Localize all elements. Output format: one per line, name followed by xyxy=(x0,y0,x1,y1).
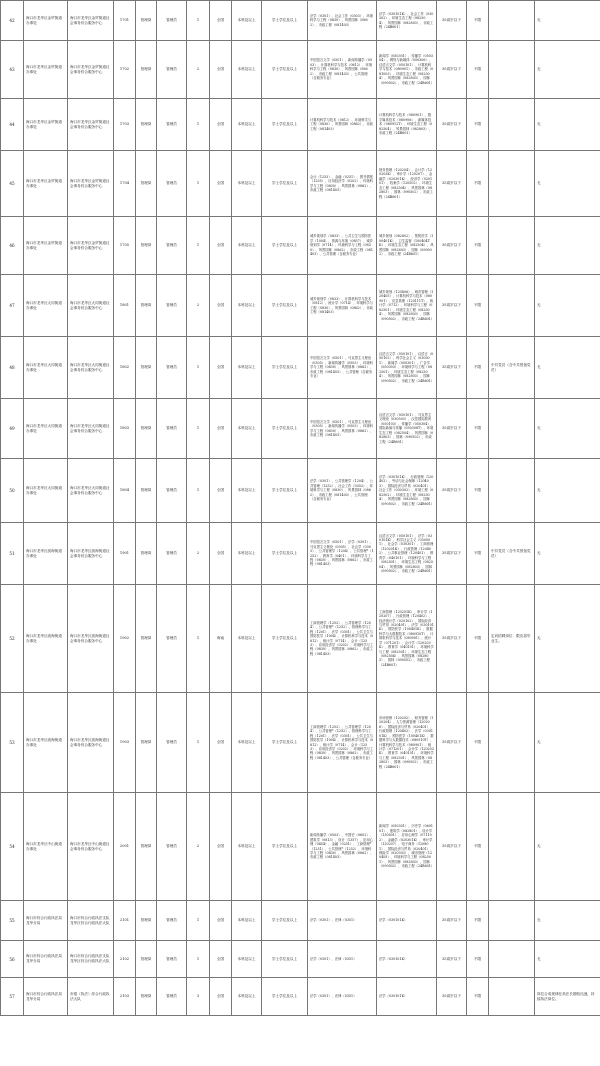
education-requirement-cell: 本科及以上 xyxy=(232,337,262,399)
recruit-count-cell: 2 xyxy=(187,275,210,337)
position-note-cell xyxy=(489,941,535,978)
degree-requirement-cell: 学士学位及以上 xyxy=(262,978,308,1016)
department-cell: 海口市龙华区大同街道办事处 xyxy=(24,399,68,459)
position-note-cell xyxy=(489,41,535,99)
position-category-cell: 管理岗 xyxy=(136,941,157,978)
recruit-scope-cell: 全国 xyxy=(210,523,232,585)
undergraduate-majors-cell: 工商管理学（1202）、公共管理学（1204）、公共管理*（1252）、管理科学与工程（1201）、法学（0301）、公共卫生与预防医学（1004）、计算机科学与技术（0812）、统计学（0714）、会计（1253）、应用经济学（0202）、环境科学与工程（0830）、风景园林（0862）、市政工程（081403） xyxy=(308,585,377,693)
age-requirement-cell: 35周岁以下 xyxy=(437,523,467,585)
education-requirement-cell: 本科及以上 xyxy=(232,1,262,41)
undergraduate-majors-cell: 城乡规划学（0833）、公共卫生与预防医学（1004）、资源与环境（0857）、城乡规划学（0714）、环境科学与工程（0830）、风景园林（0862）、市政工程（081403）、公共管理（含税务专业） xyxy=(308,217,377,275)
position-name-cell: 管理员 xyxy=(157,901,187,941)
table-row xyxy=(1,275,600,337)
remark-cell: 无 xyxy=(535,399,600,459)
other-requirement-cell: 不限 xyxy=(467,585,489,693)
other-requirement-cell: 不限 xyxy=(467,99,489,151)
position-category-cell: 管理岗 xyxy=(136,275,157,337)
position-name-cell: 管理员 xyxy=(157,1,187,41)
position-code-cell: 2102 xyxy=(114,941,136,978)
position-category-cell: 管理岗 xyxy=(136,41,157,99)
education-requirement-cell: 本科及以上 xyxy=(232,217,262,275)
position-code-cell: 1703 xyxy=(114,99,136,151)
other-requirement-cell: 不限 xyxy=(467,151,489,217)
education-requirement-cell: 本科及以上 xyxy=(232,151,262,217)
postgraduate-majors-cell: 汉语言文学（050101）、汉语言（050102）、科学社会主义（030501）、新闻学（050301）、广告学（050303）、环境科学与工程（082501）、环境生态工程（082504）、风景园林（082803）、园林（090502）、市政工程（24B601） xyxy=(377,337,437,399)
position-code-cell: 1704 xyxy=(114,151,136,217)
position-name-cell: 管理员 xyxy=(157,693,187,793)
department-cell: 海口市龙华区滨海街道办事处 xyxy=(24,523,68,585)
position-name-cell: 管理员 xyxy=(157,523,187,585)
employer-unit-cell: 海口市龙华区大同街道社会事务综合服务中心 xyxy=(68,337,114,399)
position-note-cell xyxy=(489,793,535,901)
recruit-count-cell: 3 xyxy=(187,978,210,1016)
row-number-cell: 48 xyxy=(1,337,24,399)
age-requirement-cell: 35周岁以下 xyxy=(437,399,467,459)
age-requirement-cell: 35周岁以下 xyxy=(437,1,467,41)
position-code-cell: 1903 xyxy=(114,693,136,793)
education-requirement-cell: 本科及以上 xyxy=(232,585,262,693)
table-row xyxy=(1,901,600,941)
position-name-cell: 管理员 xyxy=(157,337,187,399)
row-number-cell: 44 xyxy=(1,99,24,151)
recruit-scope-cell: 全国 xyxy=(210,217,232,275)
department-cell: 海口市龙华区大同街道办事处 xyxy=(24,459,68,523)
undergraduate-majors-cell: 会计（1253）、金融（0251）、图书情报（1255）、应用经济学（0202）、环境科学与工程（0830）、风景园林（0862）、市政工程（081403） xyxy=(308,151,377,217)
undergraduate-majors-cell: 法学（0301）、社会工作（0303）、环境科学与工程（0830）、风景园林（0862）、市政工程（081403） xyxy=(308,1,377,41)
position-category-cell: 管理岗 xyxy=(136,693,157,793)
other-requirement-cell: 不限 xyxy=(467,901,489,941)
position-name-cell: 管理员 xyxy=(157,941,187,978)
age-requirement-cell: 35周岁以下 xyxy=(437,41,467,99)
undergraduate-majors-cell: 中国语言文学（0501）、法学（0301）、马克思主义理论（0305）、社会学（0303）、公共管理学（1204）、公共管理*（1252）、教育学（0401）、环境科学与工程（0830）、风景园林（0862）、市政工程（081403） xyxy=(308,523,377,585)
department-cell: 海口市综合行政执法局龙华分局 xyxy=(24,901,68,941)
position-category-cell: 管理岗 xyxy=(136,523,157,585)
position-name-cell: 管理员 xyxy=(157,585,187,693)
degree-requirement-cell: 学士学位及以上 xyxy=(262,337,308,399)
remark-cell: 无 xyxy=(535,793,600,901)
department-cell: 海口市龙华区大同街道办事处 xyxy=(24,337,68,399)
degree-requirement-cell: 学士学位及以上 xyxy=(262,1,308,41)
other-requirement-cell: 不限 xyxy=(467,41,489,99)
table-row xyxy=(1,399,600,459)
degree-requirement-cell: 学士学位及以上 xyxy=(262,99,308,151)
other-requirement-cell: 不限 xyxy=(467,459,489,523)
position-category-cell: 管理岗 xyxy=(136,978,157,1016)
recruit-count-cell: 1 xyxy=(187,217,210,275)
undergraduate-majors-cell: 法学（0301）、法律（0351） xyxy=(308,901,377,941)
undergraduate-majors-cell: 法学（0301）、法律（0351） xyxy=(308,978,377,1016)
age-requirement-cell: 35周岁以下 xyxy=(437,585,467,693)
table-row xyxy=(1,459,600,523)
recruit-count-cell: 2 xyxy=(187,523,210,585)
other-requirement-cell: 不限 xyxy=(467,1,489,41)
position-note-cell xyxy=(489,901,535,941)
postgraduate-majors-cell: 计算机科学与技术（080901）、数字媒体技术（080906）、新媒体技术（080912T）、环境生态工程（082504）、风景园林（082803）、市政工程（24B601） xyxy=(377,99,437,151)
position-code-cell: 1702 xyxy=(114,41,136,99)
other-requirement-cell: 不限 xyxy=(467,978,489,1016)
position-note-cell xyxy=(489,275,535,337)
row-number-cell: 50 xyxy=(1,459,24,523)
recruit-scope-cell: 全国 xyxy=(210,978,232,1016)
position-name-cell: 管理员 xyxy=(157,399,187,459)
recruit-count-cell: 1 xyxy=(187,1,210,41)
position-category-cell: 管理岗 xyxy=(136,99,157,151)
remark-cell: 无 xyxy=(535,41,600,99)
recruit-count-cell: 2 xyxy=(187,41,210,99)
position-category-cell: 管理岗 xyxy=(136,585,157,693)
recruit-count-cell: 1 xyxy=(187,151,210,217)
postgraduate-majors-cell: 工商管理（120201K）、审计学（120207）、行政管理（120402）、经济统计学（020102）、国际经济与贸易（020401）、法学（030101K）、预防医学（100401K）、数据科学与大数据技术（080910T）、计算机科学与技术（080901）、统计学（071201）、会计学（120203K）、教育学（040101）、环境科学与工程（082501）、环境生态工程（082504）、风景园林（082803）、园林（090502）、市政工程（24B601） xyxy=(377,585,437,693)
recruit-scope-cell: 全国 xyxy=(210,1,232,41)
undergraduate-majors-cell: 工商管理学（1202）、公共管理学（1204）、公共管理*（1252）、管理科学与工程（1201）、法学（0301）、公共卫生与预防医学（1004）、计算机科学与技术（0812）、统计学（0714）、会计（1253）、应用经济学（0202）、环境科学与工程（0830）、风景园林（0862）、市政工程（081403）、公共管理（含税务专业） xyxy=(308,693,377,793)
remark-cell: 无 xyxy=(535,693,600,793)
recruit-scope-cell: 海南 xyxy=(210,585,232,693)
row-number-cell: 56 xyxy=(1,941,24,978)
position-note-cell: 中共党员（含中共预备党员） xyxy=(489,523,535,585)
recruit-scope-cell: 全国 xyxy=(210,275,232,337)
position-category-cell: 管理岗 xyxy=(136,459,157,523)
table-row xyxy=(1,585,600,693)
recruit-scope-cell: 全国 xyxy=(210,337,232,399)
position-note-cell xyxy=(489,978,535,1016)
row-number-cell: 42 xyxy=(1,1,24,41)
education-requirement-cell: 本科及以上 xyxy=(232,399,262,459)
position-code-cell: 2103 xyxy=(114,978,136,1016)
row-number-cell: 51 xyxy=(1,523,24,585)
position-code-cell: 1804 xyxy=(114,459,136,523)
position-note-cell xyxy=(489,1,535,41)
postgraduate-majors-cell: 汉语言文学（050101）、法学（030101K）、科学社会主义（030501）、社会学（030301）、工商管理（120201K）、行政管理（120402）、公共事业管理（120401）、教育学（040101）、环境科学与工程（082501）、环境生态工程（082504）、风景园林（082803）、园林（090502）、市政工程（24B601） xyxy=(377,523,437,585)
recruit-scope-cell: 全国 xyxy=(210,941,232,978)
position-name-cell: 管理员 xyxy=(157,978,187,1016)
degree-requirement-cell: 学士学位及以上 xyxy=(262,459,308,523)
employer-unit-cell: 市级（执法）综合行政执法大队 xyxy=(68,978,114,1016)
education-requirement-cell: 本科及以上 xyxy=(232,793,262,901)
recruit-count-cell: 1 xyxy=(187,99,210,151)
recruit-scope-cell: 全国 xyxy=(210,399,232,459)
education-requirement-cell: 本科及以上 xyxy=(232,275,262,337)
other-requirement-cell: 不限 xyxy=(467,793,489,901)
postgraduate-majors-cell: 市场营销（120202）、财务管理（120204）、人力资源管理（120206）、国际经济与贸易（020401）、行政管理（120402）、法学（030101K）、预防医学（100401K）、数据科学与大数据技术（080910T）、计算机科学与技术（080901）、统计学（071201）、会计学（120203K）、教育学（040101）、环境科学与工程（082501）、风景园林（082803）、园林（090502）、市政工程（24B601） xyxy=(377,693,437,793)
degree-requirement-cell: 学士学位及以上 xyxy=(262,41,308,99)
education-requirement-cell: 本科及以上 xyxy=(232,941,262,978)
education-requirement-cell: 本科及以上 xyxy=(232,99,262,151)
postgraduate-majors-cell: 新闻学（050301）、传播学（050304）、网络与新媒体（050306）、汉语言文学（050101）、计算机科学与技术（080901）、市政工程（081003）、环境生态工程（082504）、风景园林（082803）、园林（090502）、市政工程（24B601） xyxy=(377,41,437,99)
employer-unit-cell: 海口市龙华区大同街道社会事务综合服务中心 xyxy=(68,459,114,523)
employer-unit-cell: 海口市龙华区金贸街道社会事务综合服务中心 xyxy=(68,1,114,41)
recruit-count-cell: 1 xyxy=(187,585,210,693)
age-requirement-cell: 35周岁以下 xyxy=(437,151,467,217)
remark-cell: 无 xyxy=(535,217,600,275)
degree-requirement-cell: 学士学位及以上 xyxy=(262,793,308,901)
position-note-cell: 定向招聘岗位：限应届毕业生。 xyxy=(489,585,535,693)
other-requirement-cell: 不限 xyxy=(467,399,489,459)
position-code-cell: 1801 xyxy=(114,275,136,337)
degree-requirement-cell: 学士学位及以上 xyxy=(262,399,308,459)
position-code-cell: 1901 xyxy=(114,523,136,585)
position-name-cell: 管理员 xyxy=(157,459,187,523)
employer-unit-cell: 海口市龙华区滨海街道社会事务综合服务中心 xyxy=(68,585,114,693)
row-number-cell: 45 xyxy=(1,151,24,217)
employer-unit-cell: 海口市综合行政执法支队龙华区综合行政执法大队 xyxy=(68,901,114,941)
employer-unit-cell: 海口市龙华区大同街道社会事务综合服务中心 xyxy=(68,399,114,459)
employer-unit-cell: 海口市龙华区金贸街道社会事务综合服务中心 xyxy=(68,151,114,217)
education-requirement-cell: 本科及以上 xyxy=(232,459,262,523)
degree-requirement-cell: 学士学位及以上 xyxy=(262,523,308,585)
age-requirement-cell: 35周岁以下 xyxy=(437,901,467,941)
remark-cell: 无 xyxy=(535,151,600,217)
age-requirement-cell: 35周岁以下 xyxy=(437,693,467,793)
recruit-scope-cell: 全国 xyxy=(210,41,232,99)
employer-unit-cell: 海口市龙华区滨海街道社会事务综合服务中心 xyxy=(68,693,114,793)
recruit-count-cell: 1 xyxy=(187,337,210,399)
position-note-cell xyxy=(489,399,535,459)
table-row xyxy=(1,99,600,151)
undergraduate-majors-cell: 计算机科学与技术（0812）、环境科学与工程（0830）、风景园林（0862）、市政工程（081403） xyxy=(308,99,377,151)
table-row xyxy=(1,978,600,1016)
education-requirement-cell: 本科及以上 xyxy=(232,901,262,941)
position-note-cell: 中共党员（含中共预备党员） xyxy=(489,337,535,399)
row-number-cell: 49 xyxy=(1,399,24,459)
position-code-cell: 1705 xyxy=(114,217,136,275)
recruit-scope-cell: 全国 xyxy=(210,901,232,941)
employer-unit-cell: 海口市龙华区滨海街道社会事务综合服务中心 xyxy=(68,523,114,585)
other-requirement-cell: 不限 xyxy=(467,337,489,399)
position-note-cell xyxy=(489,151,535,217)
postgraduate-majors-cell: 新闻学（050301）、历史学（060101）、建筑学（082801）、设计学（130501）、应用心理学（071102）、金融学（020301K）、审计学（120207）、电子商务（120801）、国际经济与贸易（020401）、保险学（020303）、城市管理（120405）、环境科学与工程（082501）、风景园林（082803）、园林（090502）、市政工程（24B601） xyxy=(377,793,437,901)
position-code-cell: 2001 xyxy=(114,793,136,901)
position-note-cell xyxy=(489,693,535,793)
remark-cell: 无 xyxy=(535,901,600,941)
age-requirement-cell: 35周岁以下 xyxy=(437,217,467,275)
row-number-cell: 53 xyxy=(1,693,24,793)
recruit-scope-cell: 全国 xyxy=(210,151,232,217)
table-row xyxy=(1,941,600,978)
table-row xyxy=(1,793,600,901)
remark-cell: 无 xyxy=(535,585,600,693)
position-category-cell: 管理岗 xyxy=(136,217,157,275)
recruit-scope-cell: 全国 xyxy=(210,793,232,901)
department-cell: 海口市龙华区中山街道办事处 xyxy=(24,793,68,901)
degree-requirement-cell: 学士学位及以上 xyxy=(262,217,308,275)
remark-cell: 岗位合成规律在高在长期较迅速，持续执法岗位。 xyxy=(535,978,600,1016)
undergraduate-majors-cell: 法学（0301）、公共管理学（1204）、公共管理（1252）、社会工作（0352）、环境科学与工程（0830）、风景园林（0862）、市政工程（081403）、公共管理（含税务专业） xyxy=(308,459,377,523)
recruit-count-cell: 1 xyxy=(187,901,210,941)
department-cell: 海口市龙华区金贸街道办事处 xyxy=(24,99,68,151)
other-requirement-cell: 不限 xyxy=(467,275,489,337)
department-cell: 海口市龙华区滨海街道办事处 xyxy=(24,693,68,793)
recruit-count-cell: 1 xyxy=(187,399,210,459)
position-note-cell xyxy=(489,217,535,275)
table-row xyxy=(1,217,600,275)
position-note-cell xyxy=(489,99,535,151)
undergraduate-majors-cell: 中国语言文学（0501）、马克思主义理论（0305）、新闻传播学（0503）、环境科学与工程（0830）、风景园林（0862）、市政工程（081403） xyxy=(308,399,377,459)
undergraduate-majors-cell: 法学（0301）、法律（0351） xyxy=(308,941,377,978)
postgraduate-majors-cell: 法学（030101K） xyxy=(377,978,437,1016)
age-requirement-cell: 35周岁以下 xyxy=(437,459,467,523)
position-note-cell xyxy=(489,459,535,523)
postgraduate-majors-cell: 汉语言文学（050101）、马克思主义理论（030503）、汉语国际教育（050103）、传播学（050304）、国际新闻与传播（050308T）、环境生态工程（082504）、风景园林（082803）、园林（090502）、市政工程（24B601） xyxy=(377,399,437,459)
position-name-cell: 管理员 xyxy=(157,99,187,151)
degree-requirement-cell: 学士学位及以上 xyxy=(262,901,308,941)
position-code-cell: 1802 xyxy=(114,337,136,399)
degree-requirement-cell: 学士学位及以上 xyxy=(262,693,308,793)
degree-requirement-cell: 学士学位及以上 xyxy=(262,275,308,337)
position-category-cell: 管理岗 xyxy=(136,793,157,901)
row-number-cell: 55 xyxy=(1,901,24,941)
postgraduate-majors-cell: 法学（030101K）、社会工作（030302）、环境生态工程（082504）、风景园林（082803）、市政工程（24B601） xyxy=(377,1,437,41)
position-code-cell: 1902 xyxy=(114,585,136,693)
remark-cell: 无 xyxy=(535,1,600,41)
undergraduate-majors-cell: 新闻传播学（0503）、中国史（0602）、建筑学（0813）、设计（1357）、应用心理（0454）、金融（0251）、工商管理*（1251）、公共管理*（1252）、环境科学与工程（0830）、风景园林（0862）、市政工程（081403） xyxy=(308,793,377,901)
remark-cell: 无 xyxy=(535,941,600,978)
recruit-count-cell: 1 xyxy=(187,941,210,978)
postgraduate-majors-cell: 法学（030101K）、行政管理（120402）、劳动与社会保障（120403）、国际经济与贸易（020401）、社会工作（030302）、环境工程（082502）、环境生态工程（082504）、风景园林（082803）、园林（090502）、市政工程（24B601） xyxy=(377,459,437,523)
department-cell: 海口市龙华区金贸街道办事处 xyxy=(24,217,68,275)
department-cell: 海口市综合行政执法局龙华分局 xyxy=(24,941,68,978)
table-row xyxy=(1,151,600,217)
row-number-cell: 46 xyxy=(1,217,24,275)
department-cell: 海口市龙华区金贸街道办事处 xyxy=(24,1,68,41)
row-number-cell: 47 xyxy=(1,275,24,337)
postgraduate-majors-cell: 法学（030101K） xyxy=(377,941,437,978)
table-row xyxy=(1,693,600,793)
recruit-count-cell: 1 xyxy=(187,459,210,523)
department-cell: 海口市综合行政执法局龙华分局 xyxy=(24,978,68,1016)
education-requirement-cell: 本科及以上 xyxy=(232,978,262,1016)
table-row xyxy=(1,337,600,399)
employer-unit-cell: 海口市龙华区金贸街道社会事务综合服务中心 xyxy=(68,99,114,151)
employer-unit-cell: 海口市龙华区中山街道社会事务综合服务中心 xyxy=(68,793,114,901)
position-name-cell: 管理员 xyxy=(157,41,187,99)
department-cell: 海口市龙华区金贸街道办事处 xyxy=(24,151,68,217)
row-number-cell: 52 xyxy=(1,585,24,693)
education-requirement-cell: 本科及以上 xyxy=(232,693,262,793)
position-category-cell: 管理岗 xyxy=(136,337,157,399)
postgraduate-majors-cell: 财务管理（120204）、会计学（120203K）、审计学（120207）、金融学（020301K）、经济学（020101）、档案学（120502）、环境生态工程（082504）、风景园林（082803）、园林（090502）、市政工程（24B601） xyxy=(377,151,437,217)
row-number-cell: 54 xyxy=(1,793,24,901)
undergraduate-majors-cell: 中国语言文学（0501）、马克思主义理论（0305）、新闻传播学（0503）、环境科学与工程（0830）、风景园林（0862）、市政工程（081403）、公共管理（含税务专业） xyxy=(308,337,377,399)
department-cell: 海口市龙华区滨海街道办事处 xyxy=(24,585,68,693)
education-requirement-cell: 本科及以上 xyxy=(232,523,262,585)
remark-cell: 无 xyxy=(535,523,600,585)
age-requirement-cell: 35周岁以下 xyxy=(437,978,467,1016)
recruit-scope-cell: 全国 xyxy=(210,693,232,793)
row-number-cell: 43 xyxy=(1,41,24,99)
remark-cell: 无 xyxy=(535,459,600,523)
age-requirement-cell: 35周岁以下 xyxy=(437,337,467,399)
other-requirement-cell: 不限 xyxy=(467,523,489,585)
row-number-cell: 57 xyxy=(1,978,24,1016)
recruit-count-cell: 2 xyxy=(187,793,210,901)
undergraduate-majors-cell: 城乡规划学（0833）、计算机科学与技术（0812）、统计学（0714）、环境科学与工程（0830）、风景园林（0862）、市政工程（081403） xyxy=(308,275,377,337)
department-cell: 海口市龙华区大同街道办事处 xyxy=(24,275,68,337)
age-requirement-cell: 35周岁以下 xyxy=(437,941,467,978)
employer-unit-cell: 海口市龙华区金贸街道社会事务综合服务中心 xyxy=(68,41,114,99)
remark-cell: 无 xyxy=(535,275,600,337)
degree-requirement-cell: 学士学位及以上 xyxy=(262,151,308,217)
age-requirement-cell: 35周岁以下 xyxy=(437,99,467,151)
position-code-cell: 1803 xyxy=(114,399,136,459)
position-name-cell: 管理员 xyxy=(157,275,187,337)
postgraduate-majors-cell: 城乡规划（082802）、预防医学（100401K）、卫生监督（100404TK）、环境生态工程（082504）、风景园林（082803）、园林（090502）、市政工程（24B601） xyxy=(377,217,437,275)
table-row xyxy=(1,41,600,99)
recruit-scope-cell: 全国 xyxy=(210,99,232,151)
employer-unit-cell: 海口市综合行政执法支队龙华区综合行政执法大队 xyxy=(68,941,114,978)
position-name-cell: 管理员 xyxy=(157,217,187,275)
education-requirement-cell: 本科及以上 xyxy=(232,41,262,99)
other-requirement-cell: 不限 xyxy=(467,217,489,275)
employer-unit-cell: 海口市龙华区大同街道社会事务综合服务中心 xyxy=(68,275,114,337)
table-body xyxy=(1,1,600,1016)
remark-cell: 无 xyxy=(535,337,600,399)
position-category-cell: 管理岗 xyxy=(136,901,157,941)
position-code-cell: 2101 xyxy=(114,901,136,941)
age-requirement-cell: 35周岁以下 xyxy=(437,275,467,337)
department-cell: 海口市龙华区金贸街道办事处 xyxy=(24,41,68,99)
age-requirement-cell: 35周岁以下 xyxy=(437,793,467,901)
position-category-cell: 管理岗 xyxy=(136,151,157,217)
table-row xyxy=(1,1,600,41)
recruit-scope-cell: 全国 xyxy=(210,459,232,523)
recruit-count-cell: 1 xyxy=(187,693,210,793)
postgraduate-majors-cell: 城乡规划（120406）、城市管理（120405）、计算机科学与技术（080901）、应急管理（120111T）、统计学（0712）、环境科学与工程（082501）、环境生态工程（082504）、风景园林（082803）、园林（090502）、市政工程（24B601） xyxy=(377,275,437,337)
position-name-cell: 管理员 xyxy=(157,151,187,217)
postgraduate-majors-cell: 法学（030101K） xyxy=(377,901,437,941)
other-requirement-cell: 不限 xyxy=(467,941,489,978)
other-requirement-cell: 不限 xyxy=(467,693,489,793)
position-category-cell: 管理岗 xyxy=(136,399,157,459)
table-row xyxy=(1,523,600,585)
undergraduate-majors-cell: 中国语言文学（0501）、新闻传播学（0503）、计算机科学与技术（0812）、环境科学与工程（0830）、风景园林（0862）、市政工程（081403）、公共管理（含税务专业） xyxy=(308,41,377,99)
position-code-cell: 1701 xyxy=(114,1,136,41)
position-category-cell: 管理岗 xyxy=(136,1,157,41)
employer-unit-cell: 海口市龙华区金贸街道社会事务综合服务中心 xyxy=(68,217,114,275)
degree-requirement-cell: 学士学位及以上 xyxy=(262,941,308,978)
position-name-cell: 管理员 xyxy=(157,793,187,901)
remark-cell: 无 xyxy=(535,99,600,151)
degree-requirement-cell: 学士学位及以上 xyxy=(262,585,308,693)
